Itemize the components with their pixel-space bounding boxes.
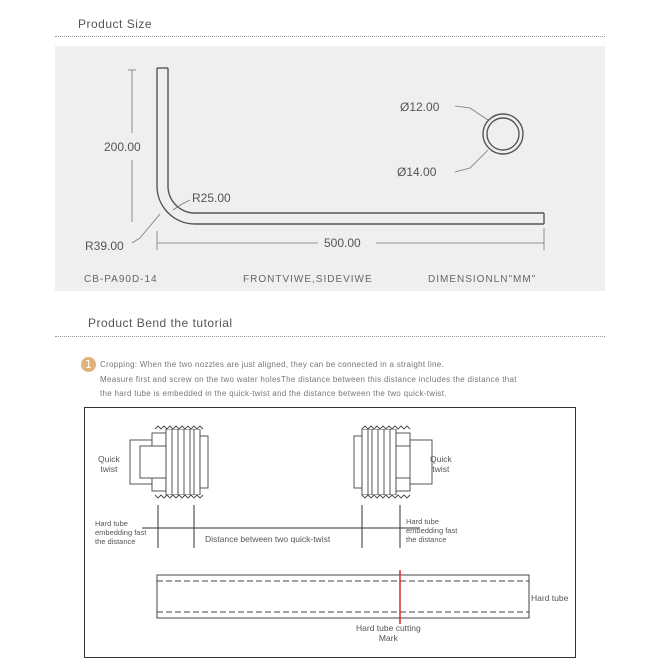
units-caption: DIMENSIONLN"MM" bbox=[428, 274, 537, 285]
length-dimension-label: 500.00 bbox=[324, 236, 361, 250]
left-fitting-label: Quick twist bbox=[98, 454, 120, 474]
outer-radius-label: R39.00 bbox=[85, 239, 124, 253]
distance-label: Distance between two quick-twist bbox=[205, 534, 331, 544]
views-caption: FRONTVIWE,SIDEVIWE bbox=[243, 274, 373, 285]
inner-diameter-label: Ø12.00 bbox=[400, 100, 440, 114]
step-line-2: Measure first and screw on the two water holesThe distance between this distance includes the distance that bbox=[100, 375, 517, 384]
bend-tutorial-title: Product Bend the tutorial bbox=[88, 316, 233, 330]
tube-cross-section bbox=[483, 114, 523, 154]
height-dimension-label: 200.00 bbox=[104, 140, 141, 154]
right-embed-label: Hard tube embedding fast the distance bbox=[406, 517, 458, 544]
outer-diameter-label: Ø14.00 bbox=[397, 165, 437, 179]
inner-radius-label: R25.00 bbox=[192, 191, 231, 205]
cut-mark-label: Hard tube cutting Mark bbox=[356, 623, 421, 643]
hard-tube-label: Hard tube bbox=[531, 593, 569, 603]
model-caption: CB-PA90D-14 bbox=[84, 274, 158, 285]
step-line-3: the hard tube is embedded in the quick-twist and the distance between the two quick-twist. bbox=[100, 389, 447, 398]
right-fitting-label: Quick twist bbox=[430, 454, 452, 474]
step-number-badge: 1 bbox=[81, 357, 96, 372]
step-line-1: Cropping: When the two nozzles are just aligned, they can be connected in a straight line. bbox=[100, 360, 445, 369]
section2-divider bbox=[55, 336, 605, 337]
tutorial-diagram-box bbox=[84, 407, 576, 658]
left-embed-label: Hard tube embedding fast the distance bbox=[95, 519, 147, 546]
product-size-title: Product Size bbox=[78, 17, 153, 31]
